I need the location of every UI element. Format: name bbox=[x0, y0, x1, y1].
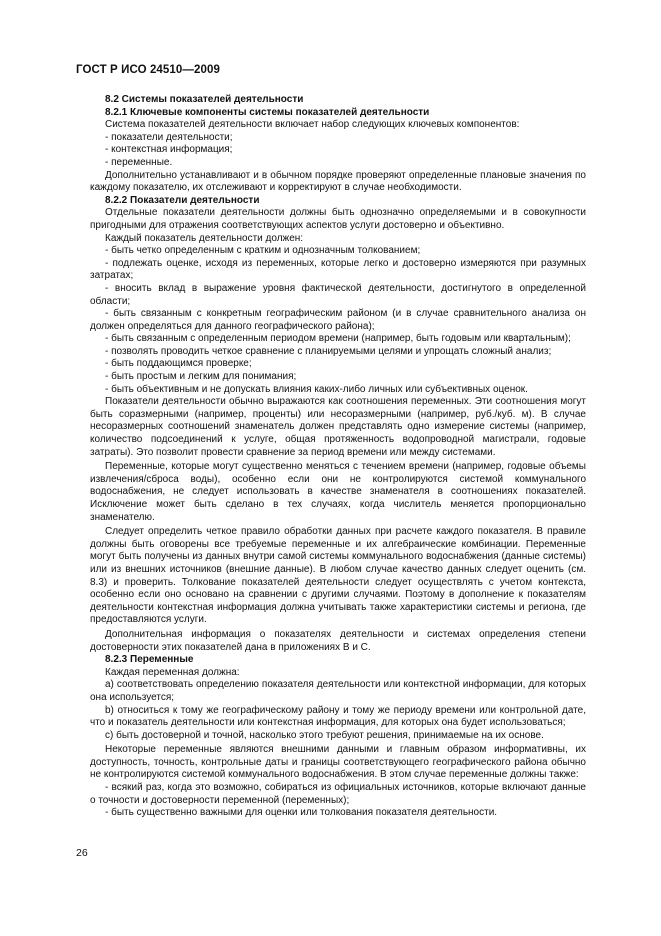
paragraph: Переменные, которые могут существенно меняться с течением времени (например, годовые объемы извлечения/сброса воды), особенно если они не контролируются системой коммунального водоснабжения, не следует использовать в качестве знаменателя в соотношениях показателей. Исключение может быть сделано в тех случаях, когда числитель меняется пропорционально знаменателю. bbox=[90, 461, 586, 523]
list-item: - подлежать оценке, исходя из переменных, которые легко и достоверно измеряются при разумных затратах; bbox=[90, 257, 586, 282]
paragraph: Отдельные показатели деятельности должны быть однозначно определяемыми и в совокупности пригодными для отражения соответствующих аспектов услуги достоверно и объективно. bbox=[90, 207, 586, 231]
list-item: - показатели деятельности; bbox=[105, 131, 233, 143]
list-item: - вносить вклад в выражение уровня фактической деятельности, достигнутого в определенной области; bbox=[90, 282, 586, 307]
paragraph: Показатели деятельности обычно выражаются как соотношения переменных. Эти соотношения могут быть соразмерными (например, проценты) или несоразмерными (например, руб./куб. м). В случае несоразмерных соотношений знаменатель должен представлять одно измерение системы (например, количество подсоединений к услуге, общая протяженность водопроводной магистрали, годовые затраты). Это позволит провести сравнение за период времени или между системами. bbox=[90, 396, 586, 458]
paragraph: Каждая переменная должна: bbox=[105, 666, 240, 678]
list-item: - быть простым и легким для понимания; bbox=[105, 371, 297, 383]
list-item: - быть четко определенным с кратким и однозначным толкованием; bbox=[105, 245, 421, 257]
list-item: - переменные. bbox=[105, 156, 173, 168]
list-item: - быть объективным и не допускать влияния каких-либо личных или субъективных оценок. bbox=[105, 383, 528, 395]
section-heading-8-2-1: 8.2.1 Ключевые компоненты системы показателей деятельности bbox=[105, 106, 430, 118]
page-content bbox=[90, 94, 586, 820]
page-header: ГОСТ Р ИСО 24510—2009 bbox=[76, 64, 221, 76]
paragraph: Дополнительно устанавливают и в обычном порядке проверяют определенные плановые значения по каждому показателю, их отслеживают и корректируют в случае необходимости. bbox=[90, 169, 586, 194]
list-item: c) быть достоверной и точной, насколько этого требуют решения, принимаемые на их основе. bbox=[105, 729, 544, 741]
list-item: - позволять проводить четкое сравнение с планируемыми целями и упрощать сложный анализ; bbox=[105, 345, 552, 357]
list-item: - быть связанным с определенным периодом времени (например, быть годовым или квартальным); bbox=[105, 333, 571, 345]
list-item: - быть существенно важными для оценки или толкования показателя деятельности. bbox=[105, 807, 498, 819]
list-item: - контекстная информация; bbox=[105, 144, 233, 156]
list-item: b) относиться к тому же географическому району и тому же периоду времени или контрольной дате, что и показатель деятельности или контекстная информация, для которых она будет использоваться; bbox=[90, 704, 586, 729]
list-item: a) соответствовать определению показателя деятельности или контекстной информации, для которых она используется; bbox=[90, 679, 586, 703]
paragraph: Следует определить четкое правило обработки данных при расчете каждого показателя. В правиле должны быть оговорены все требуемые переменные и их алгебраические комбинации. Переменные могут быть получены из данных внутри самой системы коммунального водоснабжения (данные системы) или из внешних источников (внешние данные). В любом случае качество данных следует оценить (см. 8.3) и проверить. Толкование показателей деятельности следует осуществлять с учетом контекста, особенно если оно основано на сравнении с другими случаями. Поэтому в дополнение к показателям деятельности контекстная информация должна учитывать также характеристики системы и региона, где предоставляются услуги. bbox=[90, 526, 586, 626]
page-number: 26 bbox=[76, 847, 88, 859]
paragraph: Некоторые переменные являются внешними данными и главным образом информативны, их доступность, точность, контрольные даты и границы соответствующего географического района обычно не контролируются системой коммунального водоснабжения. В этом случае переменные должны также: bbox=[90, 744, 586, 781]
paragraph: Каждый показатель деятельности должен: bbox=[105, 232, 304, 244]
list-item: - всякий раз, когда это возможно, собираться из официальных источников, которые включают данные о точности и достоверности переменной (переменных); bbox=[90, 782, 586, 806]
list-item: - быть поддающимся проверке; bbox=[105, 358, 252, 370]
section-heading-8-2: 8.2 Системы показателей деятельности bbox=[105, 94, 304, 105]
paragraph: Система показателей деятельности включает набор следующих ключевых компонентов: bbox=[105, 119, 520, 131]
list-item: - быть связанным с конкретным географическим районом (и в случае сравнительного анализа он должен определяться для данного географического района); bbox=[90, 308, 586, 332]
section-heading-8-2-3: 8.2.3 Переменные bbox=[105, 654, 194, 666]
paragraph: Дополнительная информация о показателях деятельности и системах определения степени достоверности этих показателей дана в приложениях В и С. bbox=[90, 628, 586, 653]
section-heading-8-2-2: 8.2.2 Показатели деятельности bbox=[105, 194, 260, 206]
